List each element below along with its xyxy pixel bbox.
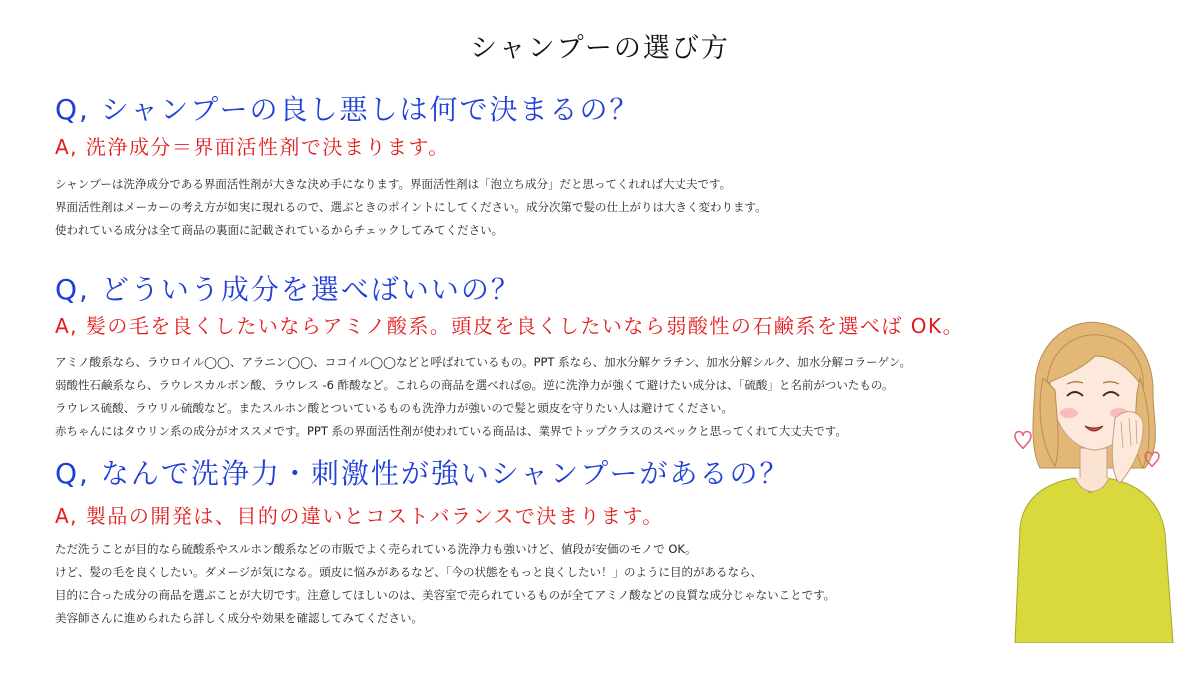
question-heading: Q, どういう成分を選べばいいの？ [55, 273, 521, 306]
text-line: けど、髪の毛を良くしたい。ダメージが気になる。頭皮に悩みがあるなど、「今の状態をもっと良くしたい！」のように目的があるなら、 [55, 565, 763, 579]
explanation-text [55, 538, 1055, 630]
text-line: ラウレス硫酸、ラウリル硫酸など。またスルホン酸とついているものも洗浄力が強いので髪と頭皮を守りたい人は避けてください。 [55, 401, 733, 415]
qa-section-1 [55, 88, 1055, 242]
text-line: アミノ酸系なら、ラウロイル◯◯、アラニン◯◯、ココイル◯◯などと呼ばれているもの。PPT 系なら、加水分解ケラチン、加水分解シルク、加水分解コラーゲン。 [55, 355, 911, 369]
qa-section-2 [55, 268, 1055, 443]
page-title: シャンプーの選び方 [470, 33, 730, 64]
question-heading: Q, シャンプーの良し悪しは何で決まるの？ [55, 93, 640, 126]
woman-illustration [995, 318, 1185, 643]
question-heading: Q, なんで洗浄力・刺激性が強いシャンプーがあるの？ [55, 457, 790, 490]
text-line: 使われている成分は全て商品の裏面に記載されているからチェックしてみてください。 [55, 223, 504, 237]
answer-heading: A, 製品の開発は、目的の違いとコストバランスで決まります。 [55, 504, 664, 528]
qa-section-3 [55, 452, 1055, 630]
explanation-text [55, 351, 1055, 443]
text-line: 赤ちゃんにはタウリン系の成分がオススメです。PPT 系の界面活性剤が使われている商品は、業界でトップクラスのスペックと思ってくれて大丈夫です。 [55, 424, 847, 438]
text-line: シャンプーは洗浄成分である界面活性剤が大きな決め手になります。界面活性剤は「泡立ち成分」だと思ってくれれば大丈夫です。 [55, 177, 732, 191]
answer-heading: A, 洗浄成分＝界面活性剤で決まります。 [55, 135, 450, 159]
text-line: 界面活性剤はメーカーの考え方が如実に現れるので、選ぶときのポイントにしてください。成分次第で髪の仕上がりは大きく変わります。 [55, 200, 767, 214]
text-line: 弱酸性石鹸系なら、ラウレスカルボン酸、ラウレス -6 酢酸など。これらの商品を選べれば◎。逆に洗浄力が強くて避けたい成分は、「硫酸」と名前がついたもの。 [55, 378, 894, 392]
answer-heading: A, 髪の毛を良くしたいならアミノ酸系。頭皮を良くしたいなら弱酸性の石鹸系を選べば OK。 [55, 314, 965, 338]
explanation-text [55, 173, 1055, 242]
smiling-woman-icon [995, 318, 1185, 643]
text-line: 美容師さんに進められたら詳しく成分や効果を確認してみてください。 [55, 611, 423, 625]
text-line: 目的に合った成分の商品を選ぶことが大切です。注意してほしいのは、美容室で売られているものが全てアミノ酸などの良質な成分じゃないことです。 [55, 588, 836, 602]
text-line: ただ洗うことが目的なら硫酸系やスルホン酸系などの市販でよく売られている洗浄力も強いけど、値段が安価のモノで OK。 [55, 542, 697, 556]
